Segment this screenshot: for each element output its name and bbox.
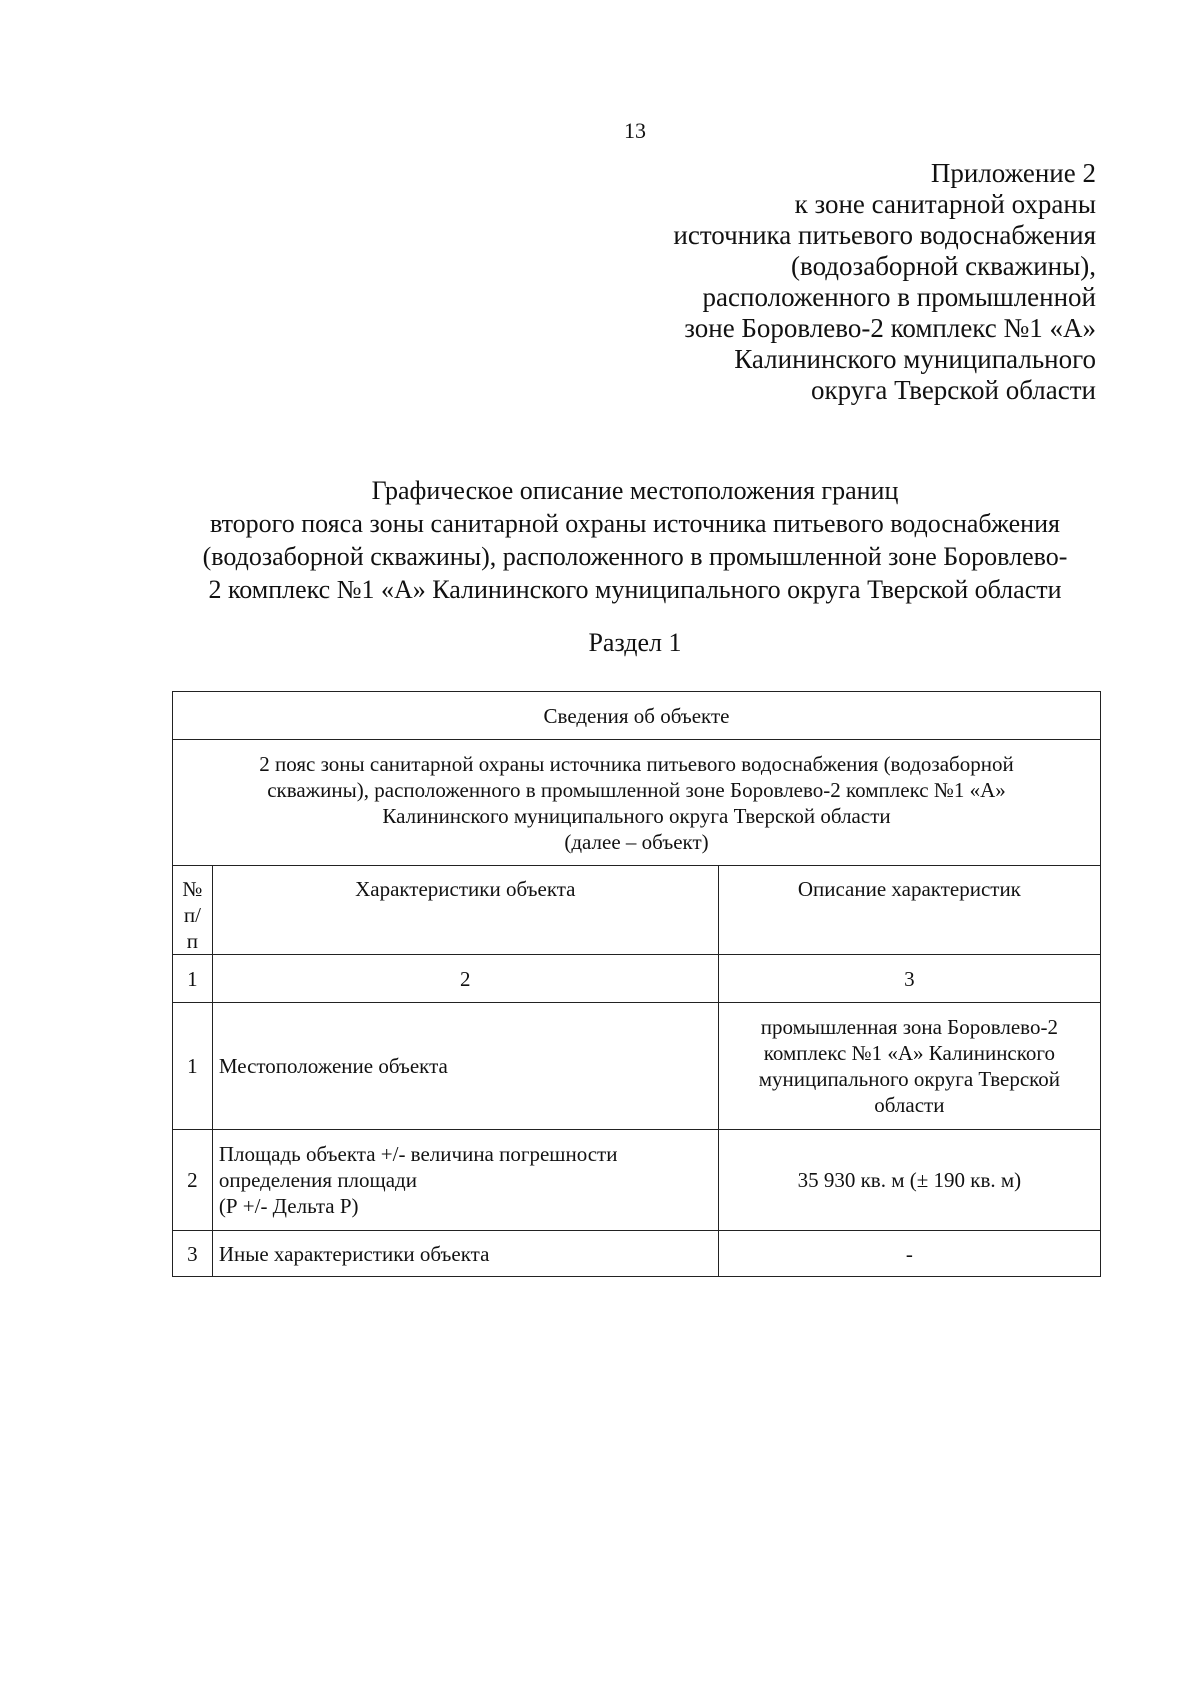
- column-header-num-line: №: [182, 877, 203, 901]
- page-number: 13: [624, 118, 646, 143]
- title-line: Графическое описание местоположения границ: [371, 476, 899, 505]
- appendix-line: к зоне санитарной охраны: [794, 189, 1096, 219]
- column-header-characteristics: Характеристики объекта: [212, 866, 718, 955]
- appendix-line: округа Тверской области: [811, 375, 1096, 405]
- row-characteristic-line: определения площади: [218, 1168, 417, 1192]
- title-line: (водозаборной скважины), расположенного в промышленной зоне Боровлево-: [202, 542, 1068, 571]
- row-description-line: промышленная зона Боровлево-2: [760, 1015, 1058, 1039]
- row-number: 3: [173, 1231, 213, 1277]
- object-name-line: (далее – объект): [564, 829, 709, 854]
- row-characteristic-line: Местоположение объекта: [218, 1054, 448, 1078]
- row-number: 2: [173, 1130, 213, 1231]
- table-row: [173, 1003, 1101, 1130]
- appendix-line: расположенного в промышленной: [702, 282, 1096, 312]
- row-description-line: области: [874, 1093, 945, 1117]
- row-description-line: -: [905, 1241, 913, 1266]
- object-name-line: скважины), расположенного в промышленной зоне Боровлево-2 комплекс №1 «А»: [267, 777, 1006, 802]
- row-description: [718, 1231, 1100, 1277]
- object-info-table: [172, 691, 1101, 1277]
- column-header-description: Описание характеристик: [718, 866, 1100, 955]
- row-characteristic-line: (Р +/- Дельта Р): [218, 1194, 359, 1218]
- row-description-line: комплекс №1 «А» Калининского: [763, 1041, 1055, 1065]
- appendix-block: [673, 158, 1096, 406]
- column-number-cell: 3: [718, 955, 1100, 1003]
- document-title: [60, 474, 1200, 606]
- appendix-line: источника питьевого водоснабжения: [673, 220, 1096, 250]
- title-line: 2 комплекс №1 «А» Калининского муниципального округа Тверской области: [208, 575, 1062, 604]
- row-number: 1: [173, 1003, 213, 1130]
- row-characteristic: [212, 1003, 718, 1130]
- row-characteristic-line: Площадь объекта +/- величина погрешности: [218, 1142, 618, 1166]
- section-label: Раздел 1: [588, 628, 682, 657]
- column-number-row: [173, 955, 1101, 1003]
- column-header-row: [173, 866, 1101, 955]
- appendix-line: Приложение 2: [930, 158, 1096, 188]
- object-name-cell: [173, 740, 1101, 866]
- table-header-row: [173, 692, 1101, 740]
- table-row: [173, 1130, 1101, 1231]
- column-header-num-line: п/п: [183, 903, 201, 953]
- table-row: [173, 1231, 1101, 1277]
- row-description: [718, 1003, 1100, 1130]
- appendix-line: зоне Боровлево-2 комплекс №1 «А»: [684, 313, 1096, 343]
- row-characteristic: [212, 1231, 718, 1277]
- appendix-line: Калининского муниципального: [734, 344, 1096, 374]
- row-description-line: 35 930 кв. м (± 190 кв. м): [797, 1168, 1022, 1192]
- row-description-line: муниципального округа Тверской: [758, 1067, 1061, 1091]
- row-description: [718, 1130, 1100, 1231]
- object-name-line: 2 пояс зоны санитарной охраны источника питьевого водоснабжения (водозаборной: [259, 751, 1014, 776]
- row-characteristic-line: Иные характеристики объекта: [218, 1241, 490, 1266]
- table-header-cell: Сведения об объекте: [173, 692, 1101, 740]
- column-header-num: [173, 866, 213, 955]
- object-name-line: Калининского муниципального округа Тверской области: [382, 803, 891, 828]
- object-name-row: [173, 740, 1101, 866]
- column-number-cell: 2: [212, 955, 718, 1003]
- column-number-cell: 1: [173, 955, 213, 1003]
- title-line: второго пояса зоны санитарной охраны источника питьевого водоснабжения: [210, 509, 1060, 538]
- appendix-line: (водозаборной скважины),: [791, 251, 1096, 281]
- row-characteristic: [212, 1130, 718, 1231]
